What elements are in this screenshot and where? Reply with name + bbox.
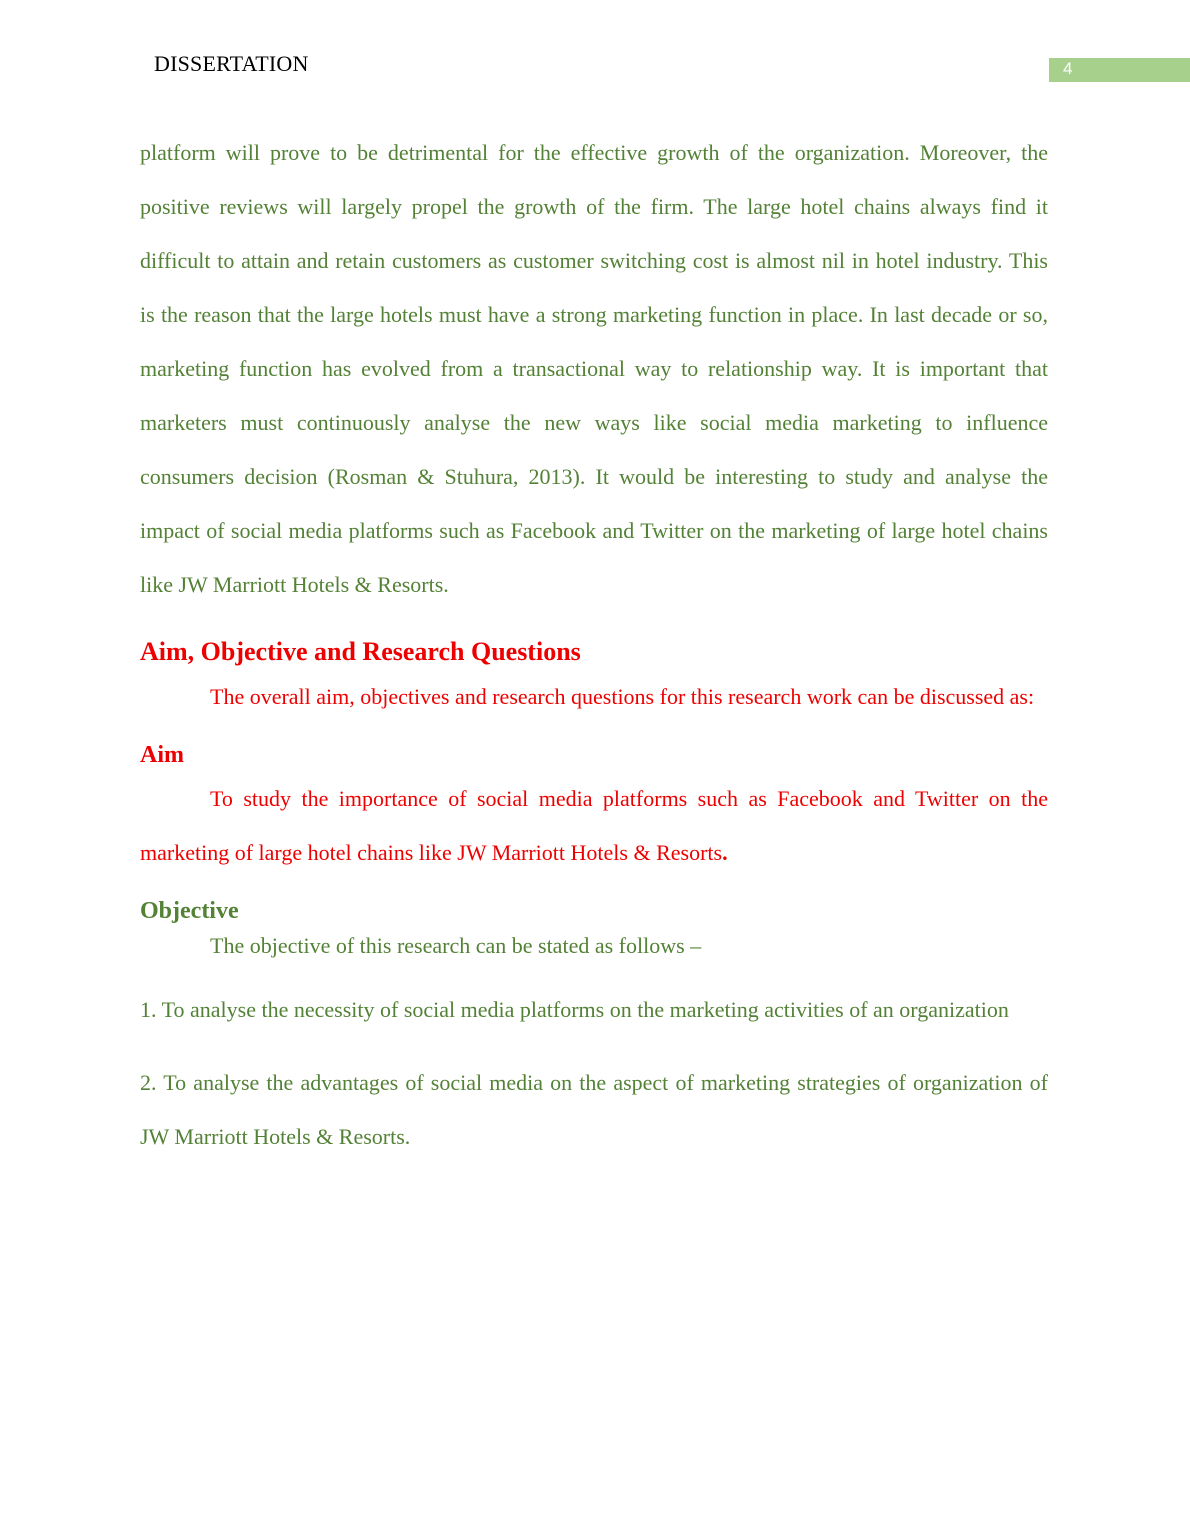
page-number: 4 <box>1063 59 1073 78</box>
objective-item-1: 1. To analyse the necessity of social media platforms on the marketing activities of an organization <box>140 997 1009 1022</box>
aim-paragraph <box>140 772 1048 880</box>
intro-paragraph: platform will prove to be detrimental for the effective growth of the organization. Moreover, the positive reviews will largely propel the growth of the firm. The large hotel chains always find it difficult to attain and retain customers as customer switching cost is almost nil in hotel industry. This is the reason that the large hotels must have a strong marketing function in place. In last decade or so, marketing function has evolved from a transactional way to relationship way. It is important that marketers must continuously analyse the new ways like social media marketing to influence consumers decision (Rosman & Stuhura, 2013). It would be interesting to study and analyse the impact of social media platforms such as Facebook and Twitter on the marketing of large hotel chains like JW Marriott Hotels & Resorts. <box>140 140 1048 597</box>
aim-heading: Aim <box>140 742 184 768</box>
aim-text: To study the importance of social media platforms such as Facebook and Twitter on the marketing of large hotel chains like JW Marriott Hotels & Resorts <box>140 786 1048 865</box>
objective-heading: Objective <box>140 898 239 924</box>
section-heading: Aim, Objective and Research Questions <box>140 637 581 666</box>
objective-item-2: 2. To analyse the advantages of social media on the aspect of marketing strategies of organization of JW Marriott Hotels & Resorts. <box>140 1070 1048 1149</box>
running-header-title: DISSERTATION <box>154 51 309 76</box>
objective-intro-paragraph: The objective of this research can be stated as follows – <box>210 933 702 958</box>
aim-period: . <box>722 840 728 865</box>
section-intro-paragraph: The overall aim, objectives and research questions for this research work can be discussed as: <box>210 684 1035 709</box>
page-number-badge <box>1049 58 1190 82</box>
document-body <box>140 126 1048 1164</box>
